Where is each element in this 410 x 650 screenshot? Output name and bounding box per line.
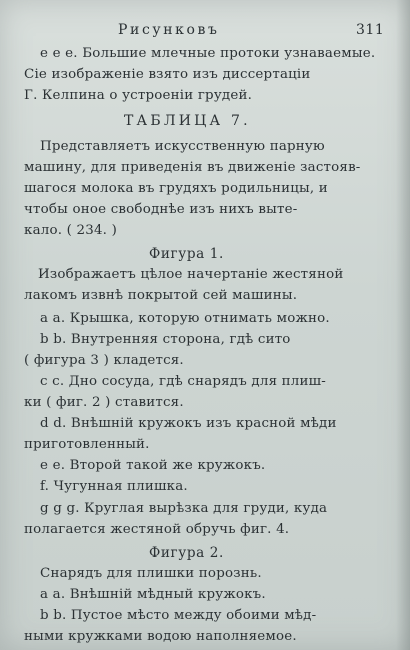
figure-2-title: Фигура 2. <box>149 545 224 561</box>
intro-line-2: Сіе изображеніе взято изъ диссертаціи <box>24 67 311 82</box>
figure-1-line-3: a a. Крышка, которую отнимать можно. <box>40 311 330 326</box>
table-description-line-3: шагося молока въ грудяхъ родильницы, и <box>24 181 328 196</box>
page-number: 311 <box>356 22 385 38</box>
figure-2-line-2: a a. Внѣшній мѣдный кружокъ. <box>40 587 266 602</box>
figure-2-line-3: b b. Пустое мѣсто между обоими мѣд- <box>40 608 317 623</box>
table-description-line-2: машину, для приведенія въ движеніе застояв- <box>24 160 361 175</box>
table-description-line-4: чтобы оное свободнѣе изъ нихъ выте- <box>24 202 298 217</box>
figure-1-line-9: приготовленный. <box>24 437 150 452</box>
figure-1-line-2: лакомъ извнѣ покрытой сей машины. <box>24 288 298 303</box>
figure-1-line-5: ( фигура 3 ) кладется. <box>24 353 184 368</box>
intro-line-3: Г. Келпина о устроеніи грудей. <box>24 88 253 103</box>
figure-1-line-7: ки ( фиг. 2 ) ставится. <box>24 395 184 410</box>
figure-1-line-6: c c. Дно сосуда, гдѣ снарядъ для плиш- <box>40 374 327 389</box>
figure-1-line-4: b b. Внутренняя сторона, гдѣ сито <box>40 332 291 347</box>
intro-line-1: е е е. Большие млечные протоки узнаваемые. <box>40 46 376 61</box>
table-title: ТАБЛИЦА 7. <box>124 113 251 129</box>
figure-1-line-12: g g g. Круглая вырѣзка для груди, куда <box>40 501 328 516</box>
figure-1-line-11: f. Чугунная плишка. <box>40 479 188 494</box>
table-description-line-5: кало. ( 234. ) <box>24 223 118 238</box>
table-description-line-1: Представляетъ искусственную парную <box>40 139 325 154</box>
figure-1-line-10: e e. Второй такой же кружокъ. <box>40 458 266 473</box>
figure-1-line-1: Изображаетъ цѣлое начертаніе жестяной <box>38 267 344 282</box>
figure-2-line-4: ными кружками водою наполняемое. <box>24 629 297 644</box>
running-head: Рисунковъ <box>118 22 220 38</box>
figure-1-title: Фигура 1. <box>149 246 224 262</box>
figure-2-line-1: Снарядъ для плишки порознь. <box>40 566 262 581</box>
figure-1-line-13: полагается жестяной обручь фиг. 4. <box>24 522 290 537</box>
figure-1-line-8: d d. Внѣшній кружокъ изъ красной мѣди <box>40 416 337 431</box>
